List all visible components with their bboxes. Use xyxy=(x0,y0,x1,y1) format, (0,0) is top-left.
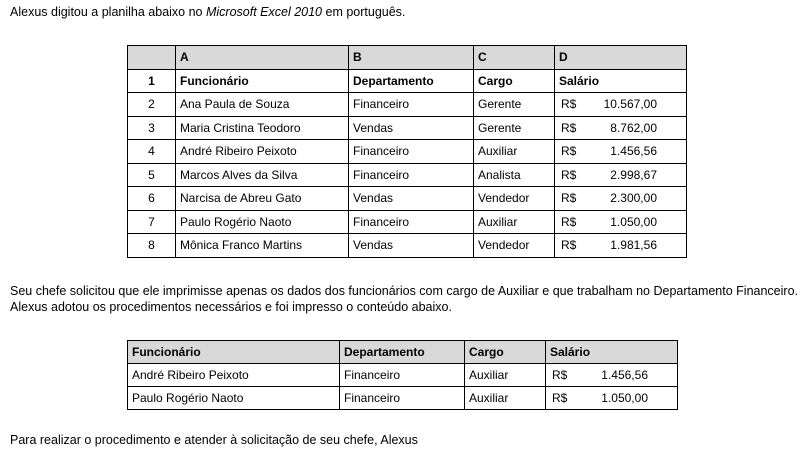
cell-departamento: Financeiro xyxy=(340,364,465,387)
currency-symbol: R$ xyxy=(561,214,577,229)
table-row xyxy=(128,210,687,234)
cell-salario xyxy=(555,210,687,234)
column-letters-row xyxy=(128,46,687,70)
salary-amount: 2.998,67 xyxy=(610,167,657,182)
cell-salario xyxy=(555,93,687,117)
currency-symbol: R$ xyxy=(561,238,577,253)
currency-symbol: R$ xyxy=(561,120,577,135)
printed-result-table xyxy=(127,340,678,410)
cell-departamento: Financeiro xyxy=(340,387,465,410)
result-header-salario: Salário xyxy=(546,341,678,364)
header-departamento: Departamento xyxy=(349,69,474,93)
header-salario: Salário xyxy=(555,69,687,93)
cell-funcionario: Maria Cristina Teodoro xyxy=(176,116,349,140)
cell-cargo: Gerente xyxy=(474,116,555,140)
cell-departamento: Vendas xyxy=(349,187,474,211)
cell-departamento: Financeiro xyxy=(349,93,474,117)
row-number: 3 xyxy=(128,116,176,140)
currency-symbol: R$ xyxy=(552,368,568,382)
intro-text-before: Alexus digitou a planilha abaixo no xyxy=(10,5,206,19)
currency-symbol: R$ xyxy=(561,97,577,112)
cell-funcionario: Ana Paula de Souza xyxy=(176,93,349,117)
currency-symbol: R$ xyxy=(561,144,577,159)
corner-cell xyxy=(128,46,176,70)
header-row xyxy=(128,69,687,93)
column-letter-c: C xyxy=(474,46,555,70)
row-number: 7 xyxy=(128,210,176,234)
header-funcionario: Funcionário xyxy=(176,69,349,93)
table-row xyxy=(128,387,678,410)
cell-cargo: Analista xyxy=(474,163,555,187)
salary-amount: 2.300,00 xyxy=(610,191,657,206)
cell-cargo: Auxiliar xyxy=(474,210,555,234)
column-letter-b: B xyxy=(349,46,474,70)
cell-departamento: Vendas xyxy=(349,234,474,258)
software-name: Microsoft Excel 2010 xyxy=(205,5,323,19)
request-paragraph: Seu chefe solicitou que ele imprimisse apenas os dados dos funcionários com cargo de Auxiliar e que trabalham no Departamento Financeiro. Alexus adotou os procedimentos necessários e foi impresso o conteúdo abaixo. xyxy=(10,284,798,314)
cell-departamento: Vendas xyxy=(349,116,474,140)
header-cargo: Cargo xyxy=(474,69,555,93)
spreadsheet-table xyxy=(127,45,687,258)
cell-funcionario: Paulo Rogério Naoto xyxy=(128,387,340,410)
result-header-cargo: Cargo xyxy=(465,341,546,364)
cell-departamento: Financeiro xyxy=(349,163,474,187)
cell-funcionario: Narcisa de Abreu Gato xyxy=(176,187,349,211)
cell-departamento: Financeiro xyxy=(349,210,474,234)
table-row xyxy=(128,187,687,211)
currency-symbol: R$ xyxy=(552,391,568,405)
cell-cargo: Vendedor xyxy=(474,234,555,258)
cell-cargo: Gerente xyxy=(474,93,555,117)
currency-symbol: R$ xyxy=(561,191,577,206)
result-header-funcionario: Funcionário xyxy=(128,341,340,364)
salary-amount: 8.762,00 xyxy=(610,120,657,135)
cell-cargo: Vendedor xyxy=(474,187,555,211)
cell-funcionario: Mônica Franco Martins xyxy=(176,234,349,258)
cell-salario xyxy=(555,187,687,211)
cell-salario xyxy=(555,140,687,164)
cell-departamento: Financeiro xyxy=(349,140,474,164)
column-letter-a: A xyxy=(176,46,349,70)
table-row xyxy=(128,234,687,258)
cell-cargo: Auxiliar xyxy=(465,364,546,387)
salary-amount: 1.050,00 xyxy=(601,391,648,405)
salary-amount: 1.050,00 xyxy=(610,214,657,229)
cell-cargo: Auxiliar xyxy=(465,387,546,410)
salary-amount: 10.567,00 xyxy=(603,97,657,112)
table-row xyxy=(128,140,687,164)
row-number: 1 xyxy=(128,69,176,93)
cell-salario xyxy=(555,163,687,187)
result-header-departamento: Departamento xyxy=(340,341,465,364)
intro-text-after: em português. xyxy=(322,5,406,19)
cell-funcionario: Marcos Alves da Silva xyxy=(176,163,349,187)
cell-salario xyxy=(546,387,678,410)
salary-amount: 1.456,56 xyxy=(601,368,648,382)
table-row xyxy=(128,116,687,140)
row-number: 8 xyxy=(128,234,176,258)
salary-amount: 1.456,56 xyxy=(610,144,657,159)
column-letter-d: D xyxy=(555,46,687,70)
cell-salario xyxy=(555,234,687,258)
result-header-row xyxy=(128,341,678,364)
row-number: 2 xyxy=(128,93,176,117)
currency-symbol: R$ xyxy=(561,167,577,182)
row-number: 5 xyxy=(128,163,176,187)
table-row xyxy=(128,163,687,187)
intro-paragraph xyxy=(10,4,405,20)
final-paragraph: Para realizar o procedimento e atender à solicitação de seu chefe, Alexus xyxy=(10,433,418,447)
row-number: 4 xyxy=(128,140,176,164)
table-row xyxy=(128,364,678,387)
table-row xyxy=(128,93,687,117)
cell-salario xyxy=(555,116,687,140)
row-number: 6 xyxy=(128,187,176,211)
salary-amount: 1.981,56 xyxy=(610,238,657,253)
cell-funcionario: André Ribeiro Peixoto xyxy=(176,140,349,164)
cell-salario xyxy=(546,364,678,387)
cell-funcionario: André Ribeiro Peixoto xyxy=(128,364,340,387)
cell-funcionario: Paulo Rogério Naoto xyxy=(176,210,349,234)
cell-cargo: Auxiliar xyxy=(474,140,555,164)
